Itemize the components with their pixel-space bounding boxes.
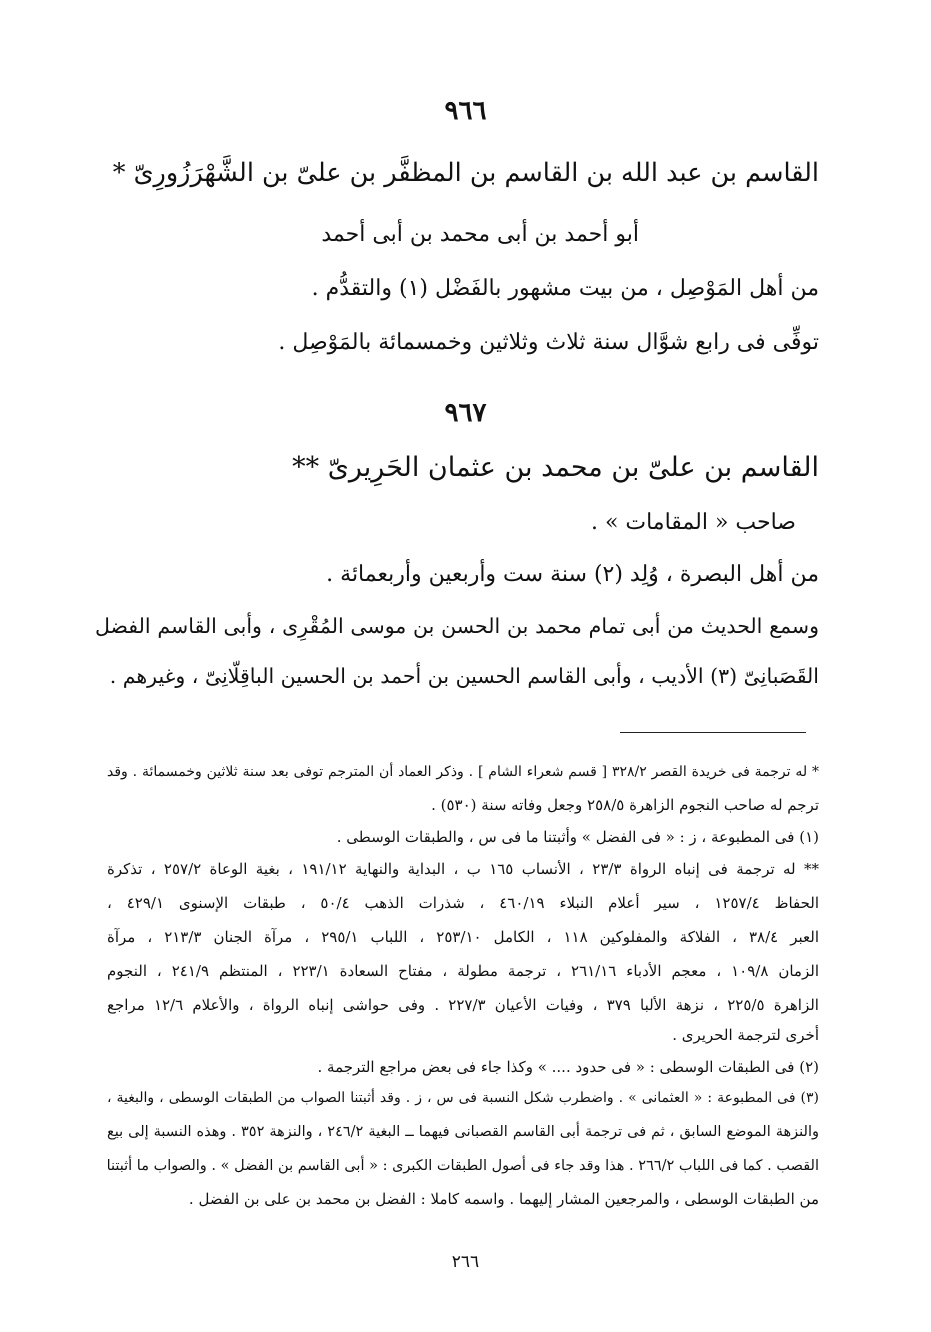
page-number: ٢٦٦ <box>451 1252 480 1272</box>
footnote-line: (١) فى المطبوعة ، ز : « فى الفضل » وأثبتنا ما فى س ، والطبقات الوسطى . <box>336 828 819 846</box>
footnote-line: ** له ترجمة فى إنباه الرواة ٢٣/٣ ، الأنساب ١٦٥ ب ، البداية والنهاية ١٩١/١٢ ، بغية الوعاة ٢٥٧/٢ ، تذكرة <box>107 860 819 878</box>
entry-line: توفِّى فى رابع شوَّال سنة ثلاث وثلاثين وخمسمائة بالمَوْصِل . <box>278 330 819 355</box>
footnote-line: (٢) فى الطبقات الوسطى : « فى حدود .... » وكذا جاء فى بعض مراجع الترجمة . <box>317 1058 819 1076</box>
entry-line: من أهل البصرة ، وُلِد (٢) سنة ست وأربعين وأربعمائة . <box>326 562 819 587</box>
entry-line: وسمع الحديث من أبى تمام محمد بن الحسن بن موسى المُقْرِى ، وأبى القاسم الفضل <box>95 614 819 638</box>
entry-title: القاسم بن عبد الله بن القاسم بن المظفَّر بن علىّ بن الشَّهْرَزُورِىّ * <box>112 158 819 188</box>
entry-line: صاحب « المقامات » . <box>590 510 796 535</box>
footnote-line: والنزهة الموضع السابق ، ثم فى ترجمة أبى القاسم القصبانى فيهما ــ البغية ٢٤٦/٢ ، والنزهة ٣٥٢ . وهذه النسبة إلى بيع <box>107 1124 819 1140</box>
footnote-line: الحفاظ ١٢٥٧/٤ ، سير أعلام النبلاء ٤٦٠/١٩ ، شذرات الذهب ٥٠/٤ ، طبقات الإسنوى ٤٢٩/١ ، <box>107 894 820 912</box>
footnote-line: من الطبقات الوسطى ، والمرجعين المشار إليهما . واسمه كاملا : الفضل بن محمد بن على بن الفضل . <box>188 1190 819 1208</box>
footnote-separator <box>620 732 806 733</box>
footnote-line: الزاهرة ٢٢٥/٥ ، نزهة الألبا ٣٧٩ ، وفيات الأعيان ٢٢٧/٣ . وفى حواشى إنباه الرواة ، والأعلام ١٢/٦ مراجع <box>107 996 819 1014</box>
entry-title: القاسم بن علىّ بن محمد بن عثمان الحَرِيرىّ ** <box>292 452 819 483</box>
entry-number: ٩٦٦ <box>444 96 487 126</box>
footnote-line: (٣) فى المطبوعة : « العثمانى » . واضطرب شكل النسبة فى س ، ز . وقد أثبتنا الصواب من الطبقات الوسطى ، والبغية ، <box>107 1090 819 1106</box>
entry-line: القَصَبانِىّ (٣) الأديب ، وأبى القاسم الحسين بن أحمد بن الحسين الباقِلّانِىّ ، وغيرهم . <box>109 664 819 688</box>
entry-line: أبو أحمد بن أبى محمد بن أبى أحمد <box>321 222 639 247</box>
footnote-line: أخرى لترجمة الحريرى . <box>672 1026 819 1044</box>
footnote-line: * له ترجمة فى خريدة القصر ٣٢٨/٢ [ قسم شعراء الشام ] . وذكر العماد أن المترجم توفى بعد سنة ثلاثين وخمسمائة . وقد <box>107 764 819 780</box>
footnote-line: ترجم له صاحب النجوم الزاهرة ٢٥٨/٥ وجعل وفاته سنة (٥٣٠) . <box>431 796 819 814</box>
entry-number: ٩٦٧ <box>444 398 487 428</box>
footnote-line: الزمان ١٠٩/٨ ، معجم الأدباء ٢٦١/١٦ ، ترجمة مطولة ، مفتاح السعادة ٢٢٣/١ ، المنتظم ٢٤١/٩ ، النجوم <box>107 962 819 980</box>
footnote-line: القصب . كما فى اللباب ٢٦٦/٢ . هذا وقد جاء فى أصول الطبقات الكبرى : « أبى القاسم بن الفضل » . والصواب ما أثبتنا <box>106 1158 819 1174</box>
entry-line: من أهل المَوْصِل ، من بيت مشهور بالفَضْل (١) والتقدُّم . <box>311 276 819 301</box>
footnote-line: العبر ٣٨/٤ ، الفلاكة والمفلوكين ١١٨ ، الكامل ٢٥٣/١٠ ، اللباب ٢٩٥/١ ، مرآة الجنان ٢١٣/٣ ، مرآة <box>107 928 819 946</box>
